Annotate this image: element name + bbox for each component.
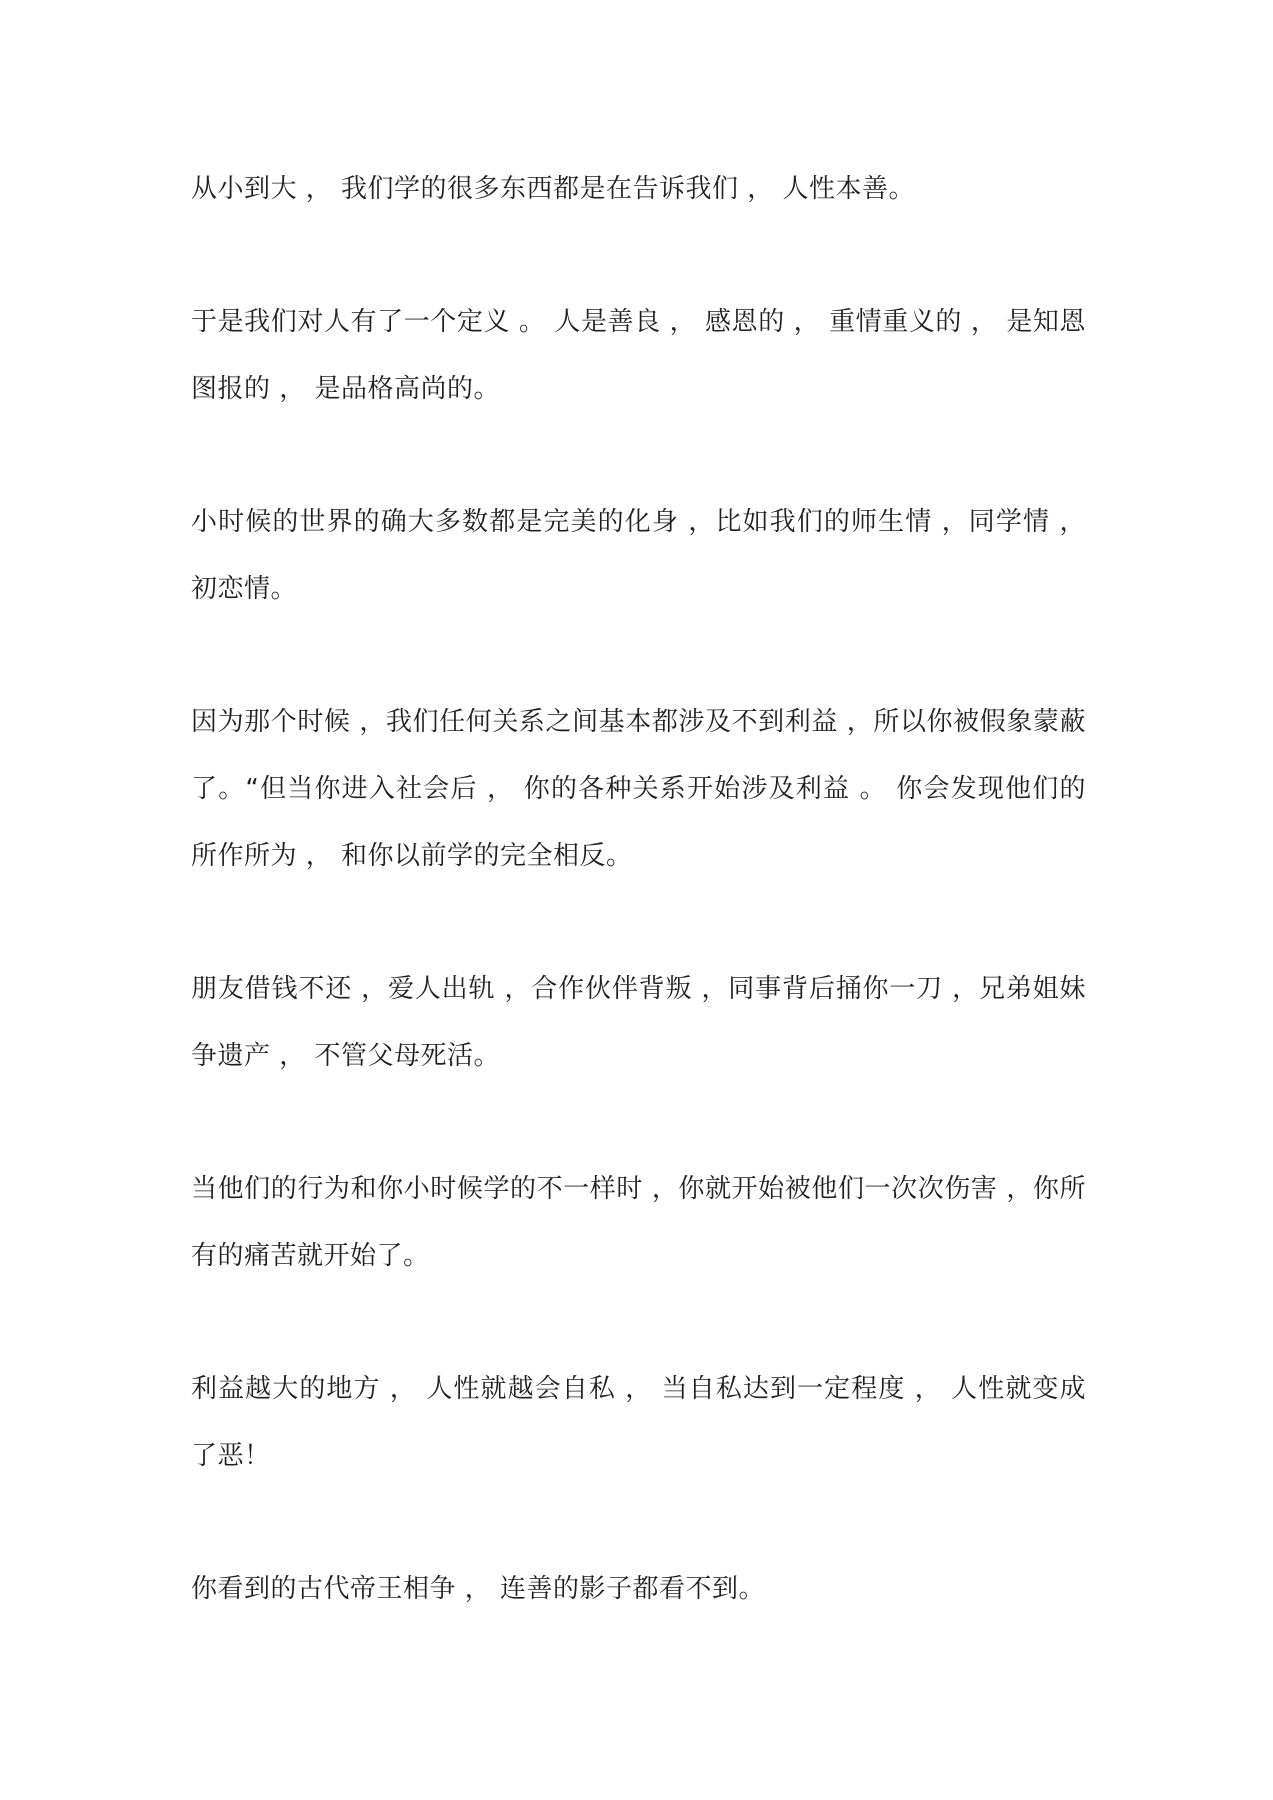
paragraph-2: 于是我们对人有了一个定义 。 人是善良 ， 感恩的 ， 重情重义的 ， 是知恩图报的 ， 是品格高尚的。: [191, 307, 1086, 404]
paragraph-7: 利益越大的地方 ， 人性就越会自私 ， 当自私达到一定程度 ， 人性就变成了恶！: [191, 1374, 1086, 1471]
paragraph-8: 你看到的古代帝王相争 ， 连善的影子都看不到。: [191, 1574, 766, 1604]
paragraph-6: 当他们的行为和你小时候学的不一样时 ，你就开始被他们一次次伤害 ，你所有的痛苦就开始了。: [191, 1174, 1086, 1271]
paragraph-5: 朋友借钱不还 ，爱人出轨 ，合作伙伴背叛 ，同事背后捅你一刀 ，兄弟姐妹争遗产 ， 不管父母死活。: [191, 974, 1086, 1071]
paragraph-3: 小时候的世界的确大多数都是完美的化身 ，比如我们的师生情 ，同学情 ，初恋情。: [191, 507, 1086, 604]
paragraph-4: 因为那个时候 ，我们任何关系之间基本都涉及不到利益 ，所以你被假象蒙蔽了。“但当你进入社会后 ， 你的各种关系开始涉及利益 。 你会发现他们的所作所为 ， 和你以前学的完全相反。: [191, 707, 1086, 871]
document-body: [191, 156, 1086, 1689]
paragraph-1: 从小到大 ， 我们学的很多东西都是在告诉我们 ， 人性本善。: [191, 174, 916, 204]
